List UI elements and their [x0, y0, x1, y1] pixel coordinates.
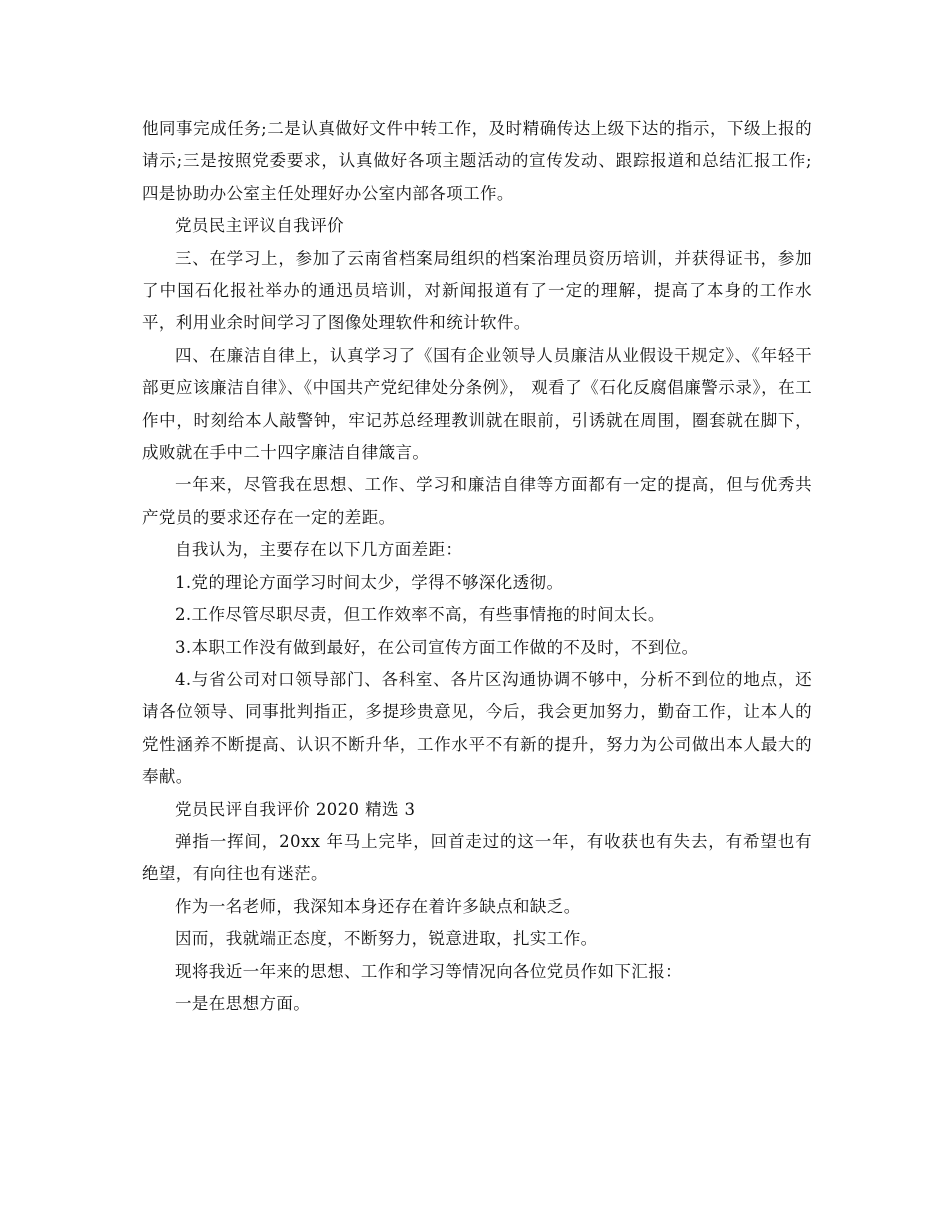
paragraph-summary: 一年来，尽管我在思想、工作、学习和廉洁自律等方面都有一定的提高，但与优秀共产党员的要求还存在一定的差距。: [142, 475, 812, 527]
paragraph-year-review: 弹指一挥间，20xx 年马上完毕，回首走过的这一年，有收获也有失去，有希望也有绝望，有向往也有迷茫。: [142, 831, 812, 884]
paragraph-continuation: 他同事完成任务;二是认真做好文件中转工作，及时精确传达上级下达的指示，下级上报的请示;三是按照党委要求，认真做好各项主题活动的宣传发动、跟踪报道和总结汇报工作;四是协助办公室主任处理好办公室内部各项工作。: [142, 119, 812, 203]
list-item-gap-2: 2.工作尽管尽职尽责，但工作效率不高，有些事情拖的时间太长。: [175, 605, 665, 625]
paragraph-gaps-intro: 自我认为，主要存在以下几方面差距：: [175, 540, 463, 560]
paragraph-study: 三、在学习上，参加了云南省档案局组织的档案治理员资历培训，并获得证书，参加了中国石化报社举办的通迅员培训，对新闻报道有了一定的理解，提高了本身的工作水平，利用业余时间学习了图像处理软件和统计软件。: [142, 248, 812, 333]
paragraph-report-intro: 现将我近一年来的思想、工作和学习等情况向各位党员作如下汇报：: [175, 961, 682, 981]
paragraph-integrity: 四、在廉洁自律上，认真学习了《国有企业领导人员廉洁从业假设干规定》、《年轻干部更应该廉洁自律》、《中国共产党纪律处分条例》， 观看了《石化反腐倡廉警示录》，在工作中，时刻给本人敲警钟，牢记苏总经理教训就在眼前，引诱就在周围，圈套就在脚下，成败就在手中二十四字廉洁自律箴言。: [142, 345, 812, 463]
list-item-gap-4: 4.与省公司对口领导部门、各科室、各片区沟通协调不够中，分析不到位的地点，还请各位领导、同事批判指正，多提珍贵意见，今后，我会更加努力，勤奋工作，让本人的党性涵养不断提高、认识不断升华，工作水平不有新的提升，努力为公司做出本人最大的奉献。: [142, 669, 812, 787]
section-heading: 党员民主评议自我评价: [175, 216, 344, 236]
paragraph-teacher: 作为一名老师，我深知本身还存在着许多缺点和缺乏。: [175, 896, 581, 916]
paragraph-attitude: 因而，我就端正态度，不断努力，锐意进取，扎实工作。: [175, 929, 598, 949]
list-item-gap-3: 3.本职工作没有做到最好，在公司宣传方面工作做的不及时，不到位。: [175, 637, 699, 657]
document-body: [142, 113, 812, 1020]
paragraph-thought: 一是在思想方面。: [175, 993, 311, 1013]
section-heading-selection-3: 党员民评自我评价 2020 精选 3: [175, 799, 416, 819]
list-item-gap-1: 1.党的理论方面学习时间太少，学得不够深化透彻。: [175, 572, 564, 592]
